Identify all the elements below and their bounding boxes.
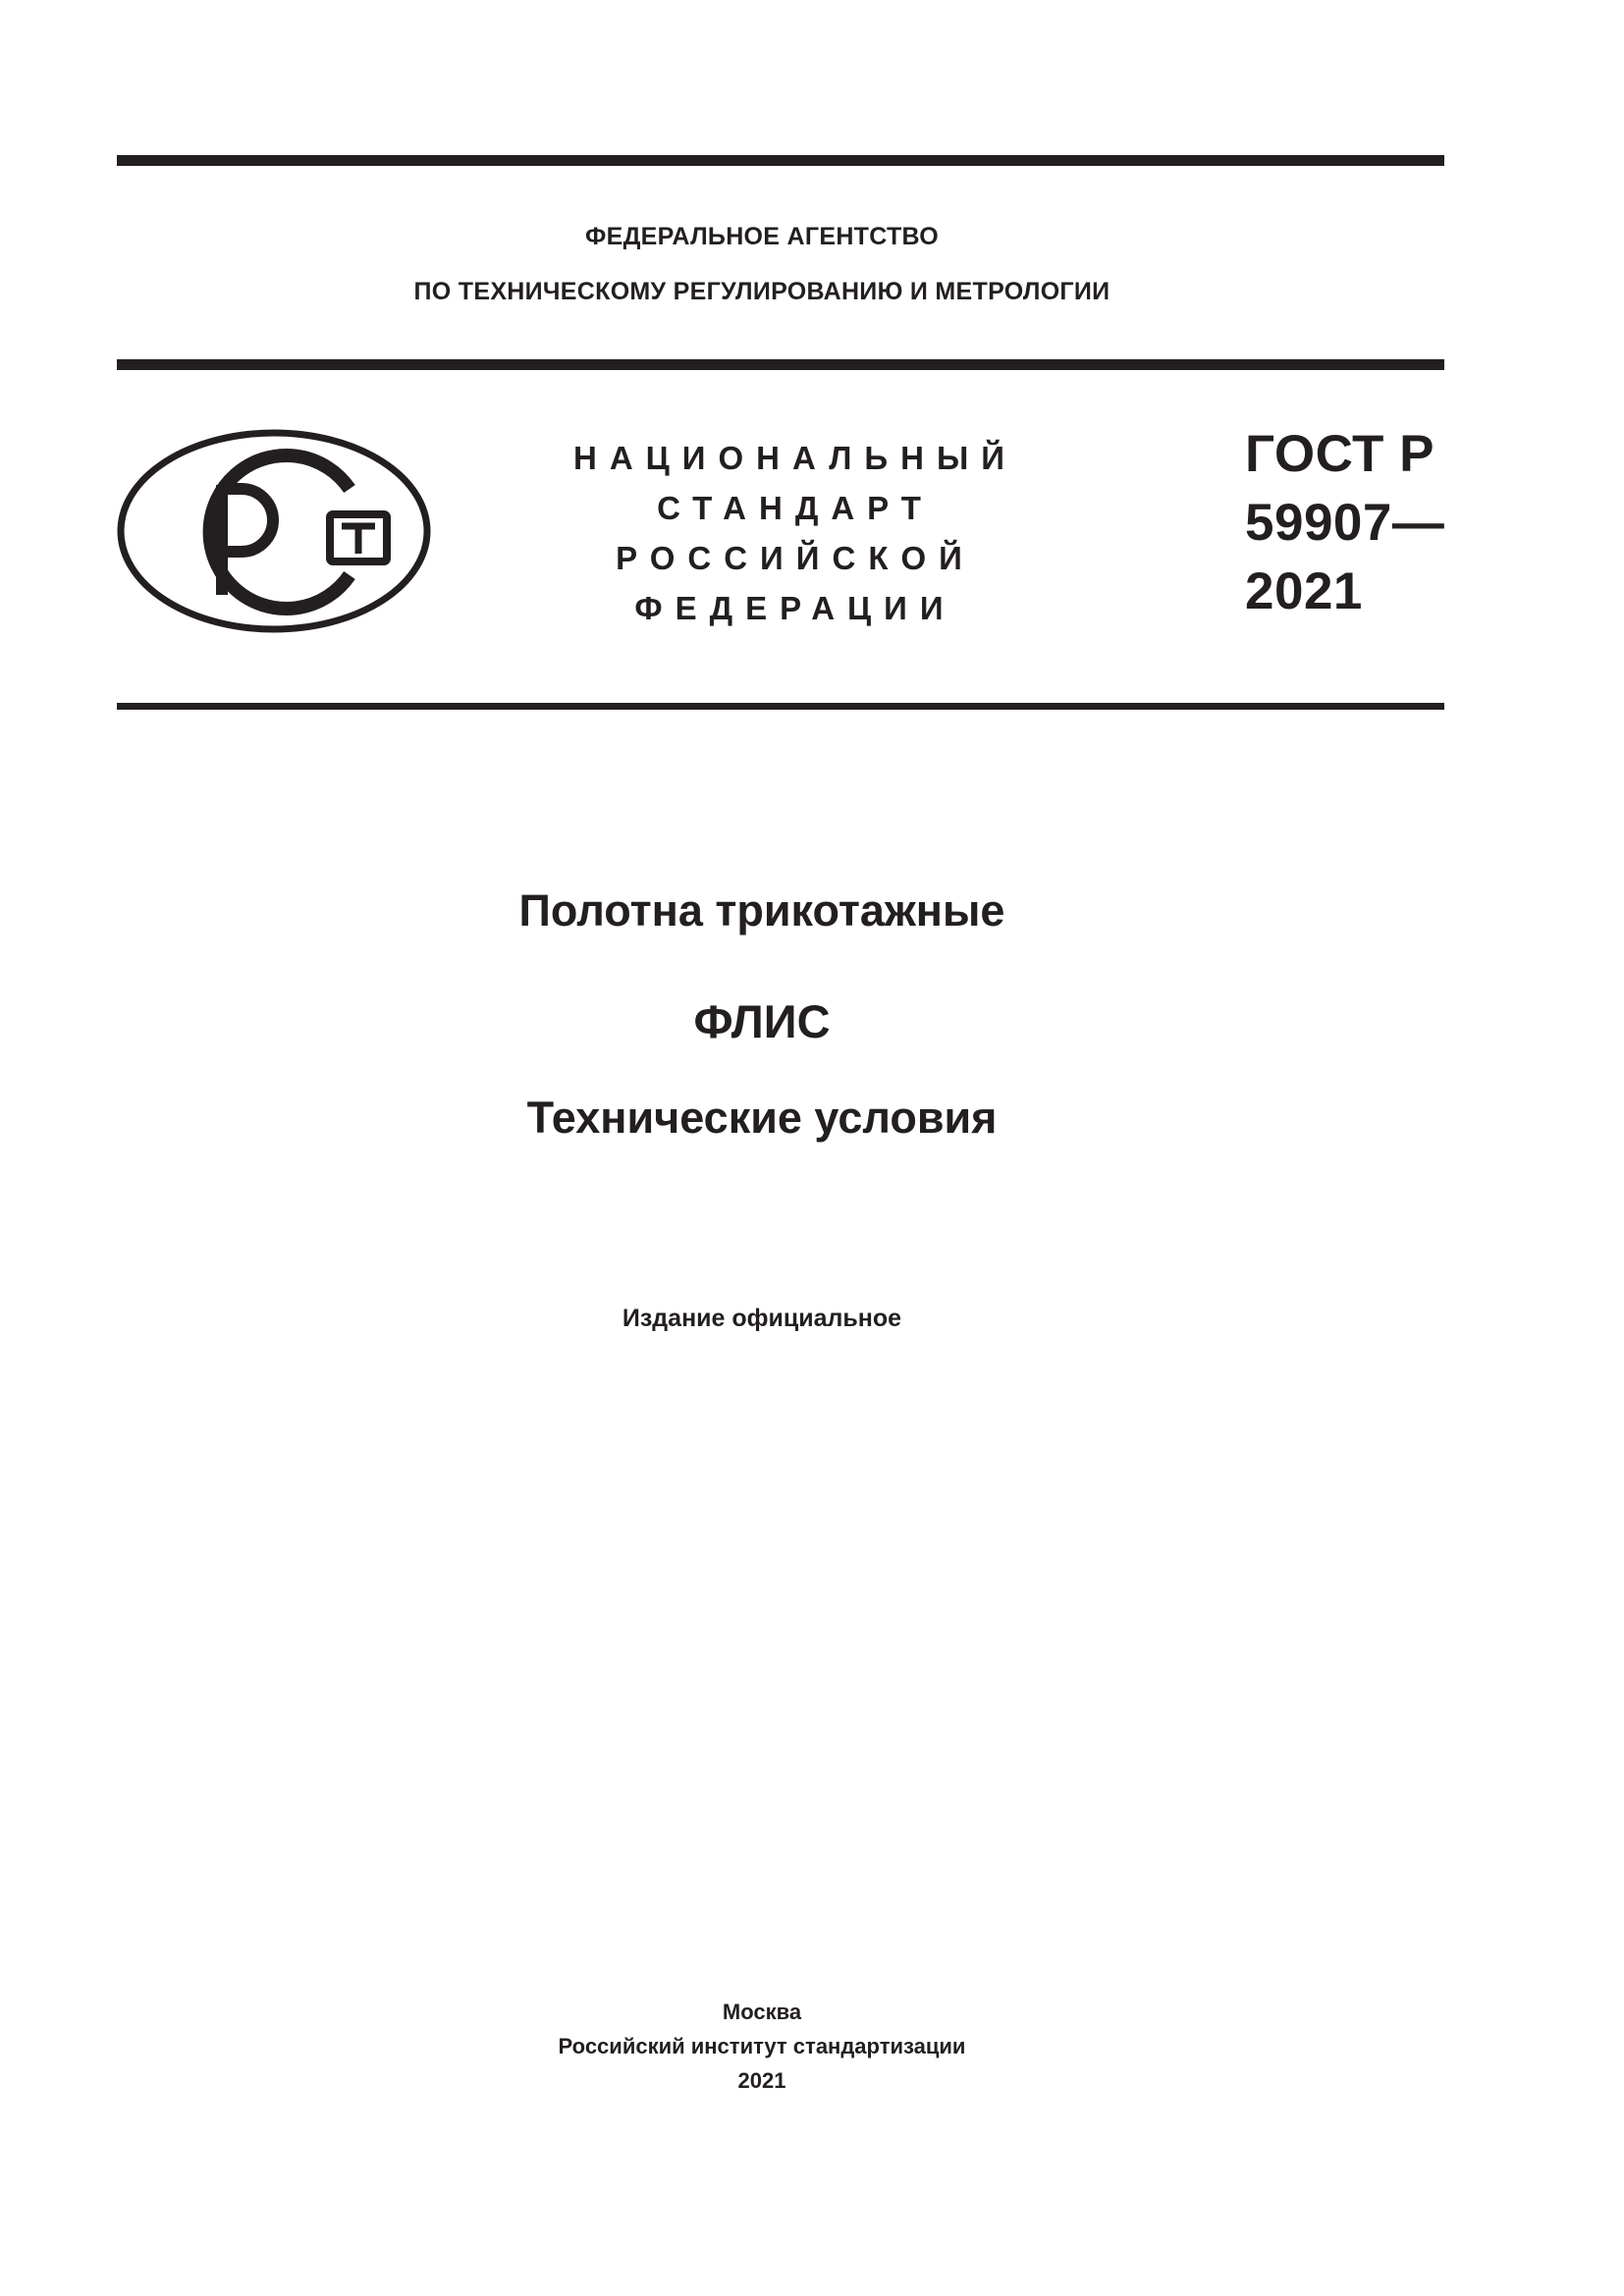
- standard-kind-line1: НАЦИОНАЛЬНЫЙ: [573, 440, 1017, 476]
- document-title-line3: Технические условия: [526, 1093, 998, 1143]
- standard-kind-line3: РОССИЙСКОЙ: [616, 540, 975, 576]
- imprint-city: Москва: [722, 2000, 802, 2024]
- top-rule: [117, 155, 1444, 166]
- document-title-line1: Полотна трикотажные: [518, 885, 1005, 935]
- designation-line1: ГОСТ Р: [1245, 425, 1435, 483]
- title-rule: [117, 703, 1444, 710]
- standard-kind-line4: ФЕДЕРАЦИИ: [634, 590, 956, 626]
- imprint-publisher: Российский институт стандартизации: [558, 2034, 966, 2058]
- header-rule: [117, 359, 1444, 370]
- imprint: [98, 1995, 1426, 2098]
- standard-kind-line2: СТАНДАРТ: [657, 490, 934, 526]
- rst-certification-mark-icon: [116, 428, 432, 634]
- standard-designation: [1245, 420, 1444, 626]
- designation-line2: 59907—: [1245, 494, 1445, 552]
- standard-kind: [550, 433, 1041, 633]
- document-title-line2: ФЛИС: [693, 995, 831, 1047]
- edition-note: Издание официальное: [622, 1305, 902, 1332]
- agency-name-line1: ФЕДЕРАЛЬНОЕ АГЕНТСТВО: [584, 223, 940, 250]
- imprint-year: 2021: [737, 2068, 786, 2093]
- agency-name-line2: ПО ТЕХНИЧЕСКОМУ РЕГУЛИРОВАНИЮ И МЕТРОЛОГИИ: [413, 278, 1110, 305]
- designation-line3: 2021: [1245, 562, 1363, 620]
